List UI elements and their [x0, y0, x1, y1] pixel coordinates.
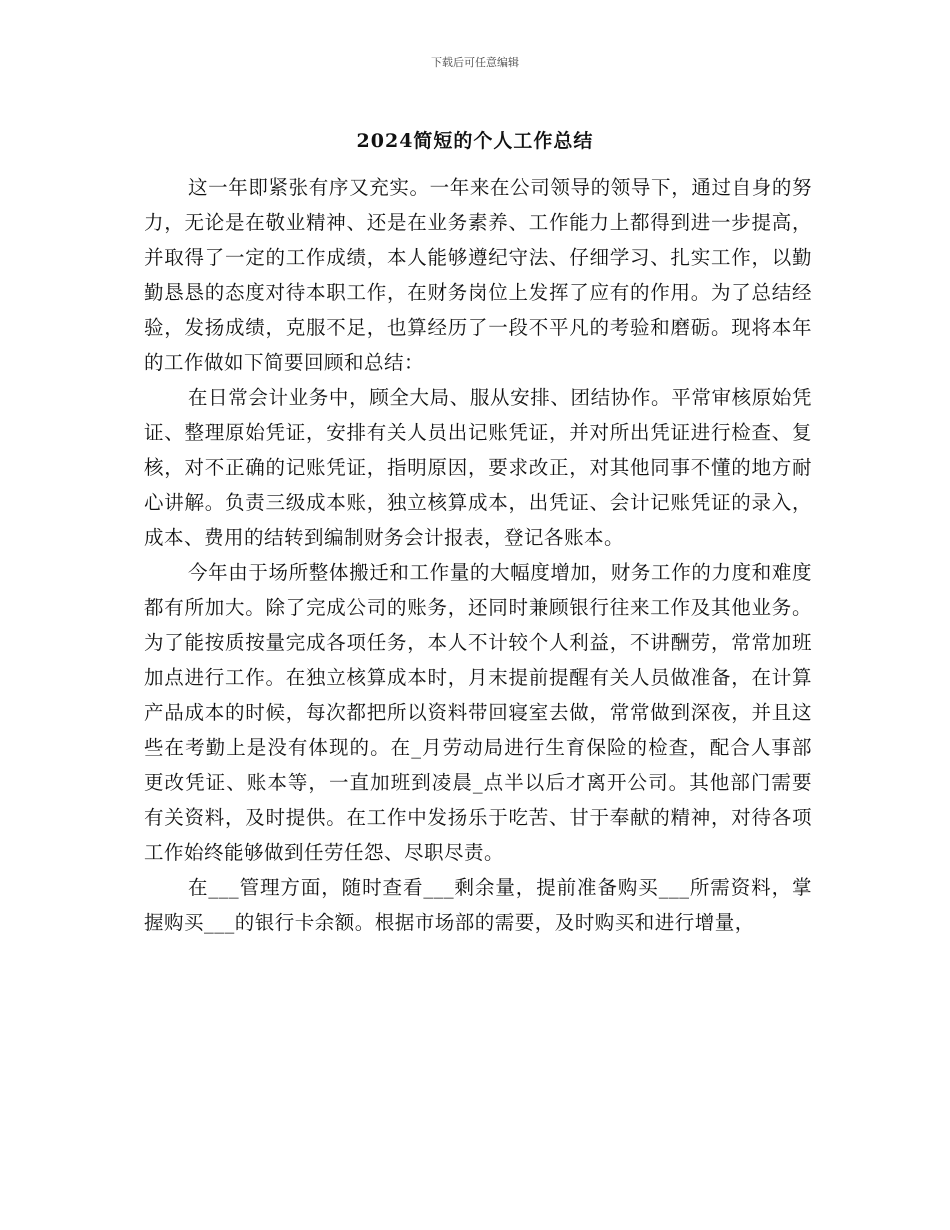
- paragraph-1: 这一年即紧张有序又充实。一年来在公司领导的领导下，通过自身的努力，无论是在敬业精神、还是在业务素养、工作能力上都得到进一步提高，并取得了一定的工作成绩，本人能够遵纪守法、仔细学习、扎实工作，以勤勤恳恳的态度对待本职工作，在财务岗位上发挥了应有的作用。为了总结经验，发扬成绩，克服不足，也算经历了一段不平凡的考验和磨砺。现将本年的工作做如下简要回顾和总结：: [144, 176, 812, 374]
- paragraph-4: 在___管理方面，随时查看___剩余量，提前准备购买___所需资料，掌握购买___的银行卡余额。根据市场部的需要，及时购买和进行增量，: [144, 876, 812, 934]
- paragraph-2: 在日常会计业务中，顾全大局、服从安排、团结协作。平常审核原始凭证、整理原始凭证，安排有关人员出记账凭证，并对所出凭证进行检查、复核，对不正确的记账凭证，指明原因，要求改正，对其他同事不懂的地方耐心讲解。负责三级成本账，独立核算成本，出凭证、会计记账凭证的录入，成本、费用的结转到编制财务会计报表，登记各账本。: [144, 386, 812, 549]
- paragraph-3: 今年由于场所整体搬迁和工作量的大幅度增加，财务工作的力度和难度都有所加大。除了完成公司的账务，还同时兼顾银行往来工作及其他业务。为了能按质按量完成各项任务，本人不计较个人利益，不讲酬劳，常常加班加点进行工作。在独立核算成本时，月末提前提醒有关人员做准备，在计算产品成本的时候，每次都把所以资料带回寝室去做，常常做到深夜，并且这些在考勤上是没有体现的。在_月劳动局进行生育保险的检查，配合人事部更改凭证、账本等，一直加班到凌晨_点半以后才离开公司。其他部门需要有关资料，及时提供。在工作中发扬乐于吃苦、甘于奉献的精神，对待各项工作始终能够做到任劳任怨、尽职尽责。: [144, 561, 812, 864]
- document-body: [144, 170, 812, 940]
- header-note: 下载后可任意编辑: [431, 56, 519, 69]
- document-title: 2024简短的个人工作总结: [356, 130, 594, 152]
